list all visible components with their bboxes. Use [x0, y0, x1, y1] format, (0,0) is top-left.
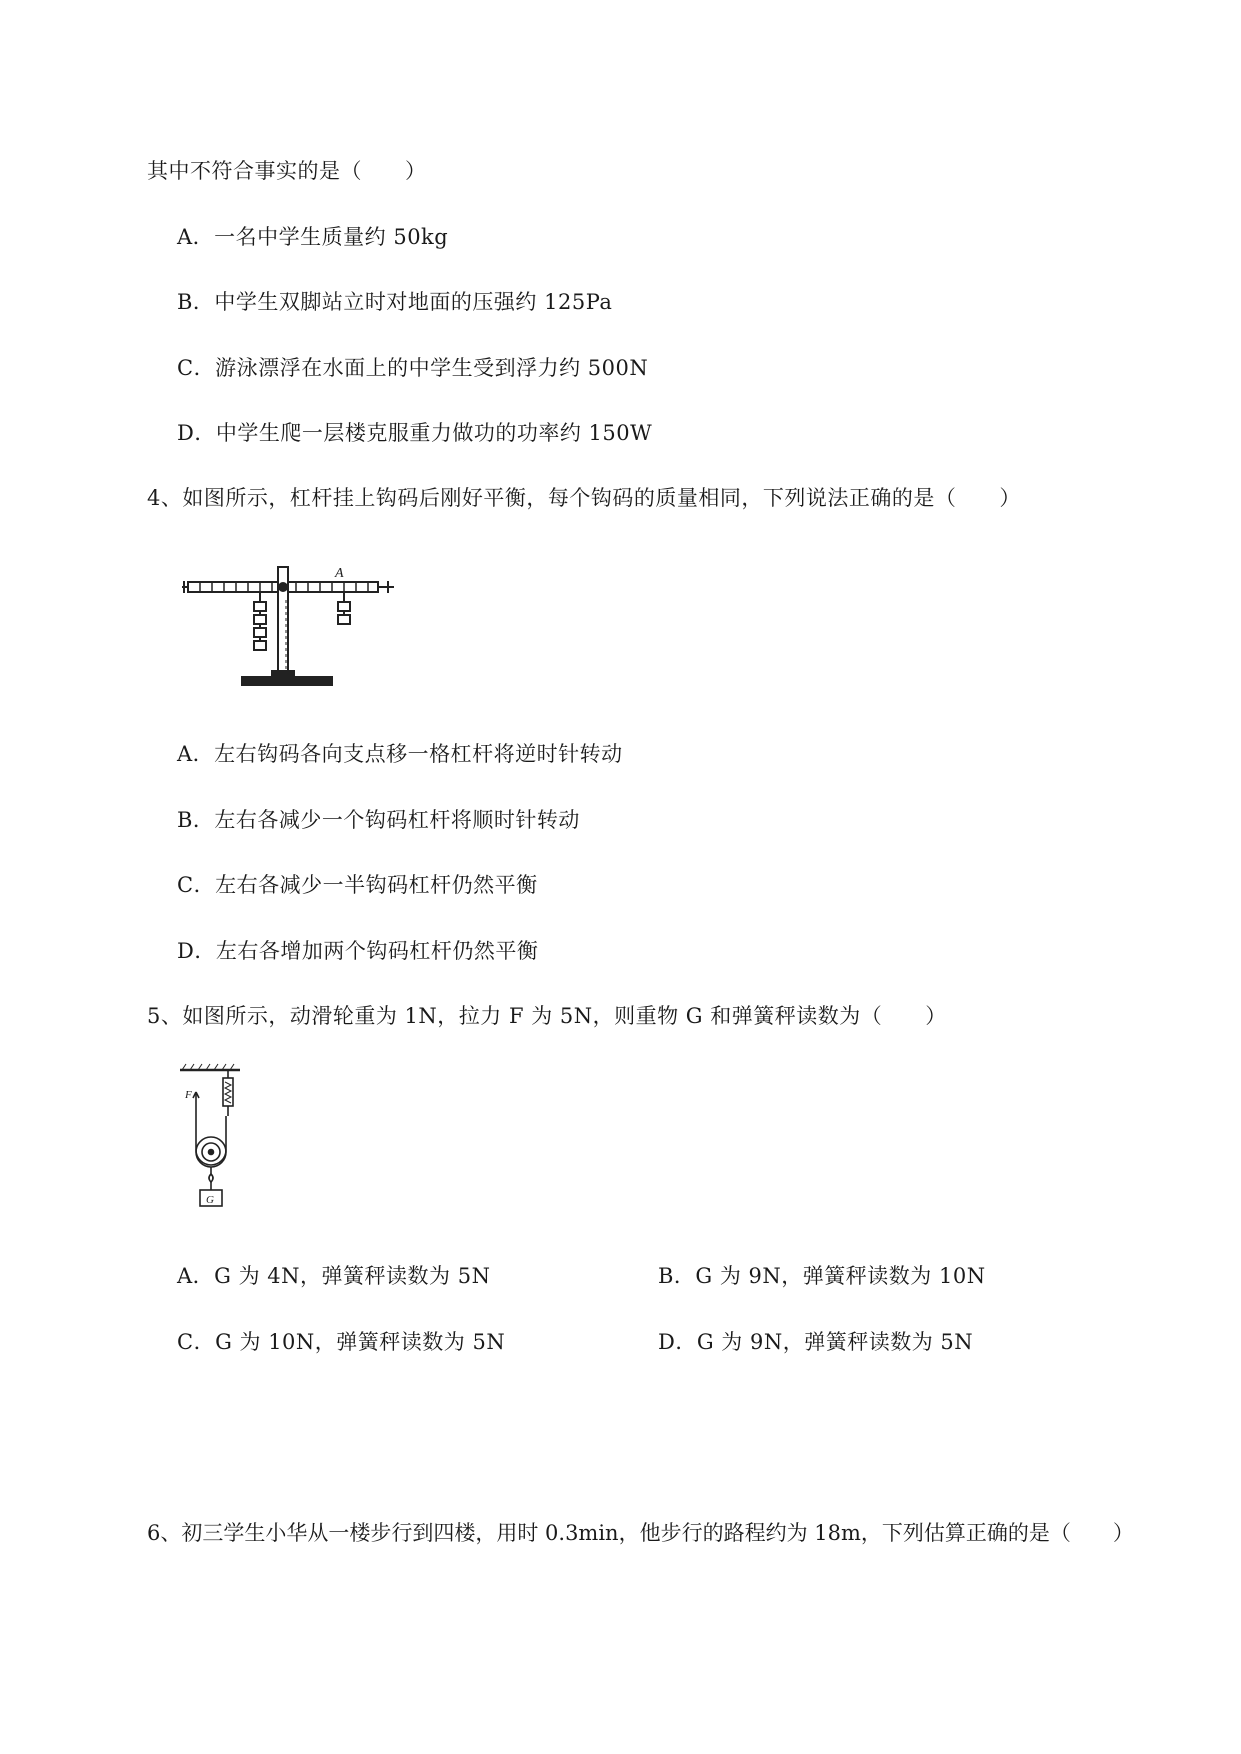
weight [254, 602, 266, 611]
weight [338, 602, 350, 611]
q4-option-b: B．左右各减少一个钩码杠杆将顺时针转动 [177, 808, 580, 832]
lever-figure [180, 555, 410, 695]
q5-option-b: B．G 为 9N，弹簧秤读数为 10N [658, 1264, 986, 1288]
pivot [279, 583, 287, 591]
q5-option-c: C．G 为 10N，弹簧秤读数为 5N [177, 1330, 506, 1354]
q3-option-c: C．游泳漂浮在水面上的中学生受到浮力约 500N [177, 356, 649, 380]
lever-label-a: A [335, 566, 344, 581]
q3-stem-tail: 其中不符合事实的是（ ） [147, 159, 427, 183]
q3-option-b: B．中学生双脚站立时对地面的压强约 125Pa [177, 290, 613, 314]
q3-option-a: A．一名中学生质量约 50kg [177, 225, 449, 249]
q5-option-d: D．G 为 9N，弹簧秤读数为 5N [658, 1330, 974, 1354]
q3-option-d: D．中学生爬一层楼克服重力做功的功率约 150W [177, 421, 653, 445]
q6-stem: 6、初三学生小华从一楼步行到四楼，用时 0.3min，他步行的路程约为 18m，下列估算正确的是（ ） [147, 1521, 1134, 1545]
q5-stem: 5、如图所示，动滑轮重为 1N，拉力 F 为 5N，则重物 G 和弹簧秤读数为（ ） [147, 1004, 947, 1028]
force-label: F [185, 1089, 192, 1101]
q4-stem: 4、如图所示，杠杆挂上钩码后刚好平衡，每个钩码的质量相同，下列说法正确的是（ ） [147, 486, 1021, 510]
q4-option-a: A．左右钩码各向支点移一格杠杆将逆时针转动 [177, 742, 623, 766]
q4-option-c: C．左右各减少一半钩码杠杆仍然平衡 [177, 873, 538, 897]
weight [338, 615, 350, 624]
pulley-figure [170, 1062, 250, 1212]
weight [254, 615, 266, 624]
weight-label: G [206, 1194, 214, 1206]
weight [254, 628, 266, 637]
weight [254, 641, 266, 650]
q5-option-a: A．G 为 4N，弹簧秤读数为 5N [177, 1264, 491, 1288]
q4-option-d: D．左右各增加两个钩码杠杆仍然平衡 [177, 939, 539, 963]
